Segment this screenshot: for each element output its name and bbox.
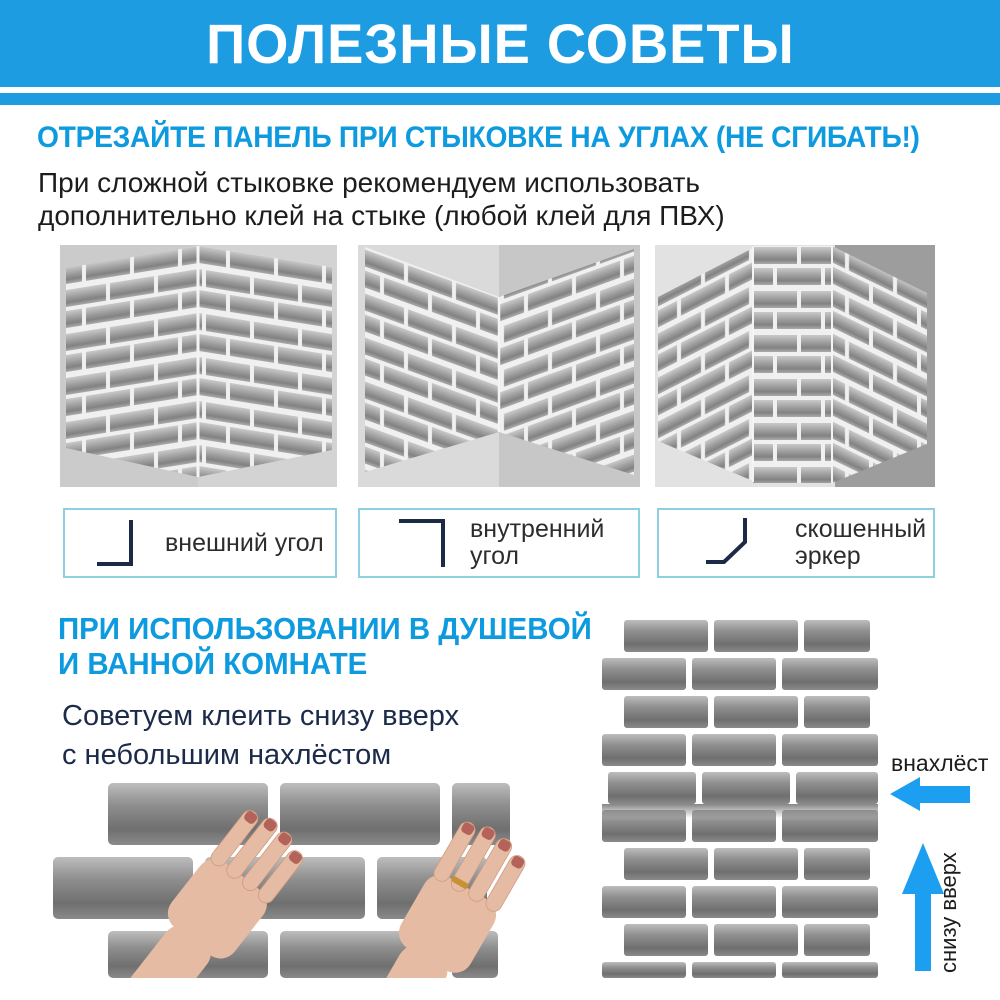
photo-beveled-bay-panel [655,245,935,487]
corner-type-box-bay [657,508,935,578]
photo-hands-applying-panel [53,783,563,978]
inner-corner-icon [394,515,448,571]
internal-corner-panel-image [358,245,640,487]
section2-body [62,697,459,775]
corner-type-label-external: внешний угол [165,528,324,557]
banner [0,0,1000,87]
section2-heading [58,611,592,681]
banner-title: ПОЛЕЗНЫЕ СОВЕТЫ [205,12,795,75]
section1-body [38,166,725,232]
photo-external-corner-panel [60,245,337,487]
external-corner-panel-image [60,245,337,487]
corner-type-label-bay: скошенный эркер [795,515,927,570]
direction-label: снизу вверх [936,852,961,973]
corner-type-label-internal: внутренний угол [470,515,605,570]
beveled-bay-icon [701,515,755,571]
arrow-left-icon [889,776,971,812]
section2-body-line2: с небольшим нахлёстом [62,739,392,771]
section2-heading-line1: ПРИ ИСПОЛЬЗОВАНИИ В ДУШЕВОЙ [58,611,592,646]
corner-type-box-external [63,508,337,578]
overlap-shadow [602,804,878,818]
photo-vertical-panel-overlap [602,620,887,978]
outer-corner-icon [91,515,145,571]
section2-body-line1: Советуем клеить снизу вверх [62,700,460,732]
overlap-label: внахлёст [891,750,989,776]
beveled-bay-panel-image [655,245,935,487]
section2-heading-line2: И ВАННОЙ КОМНАТЕ [58,646,368,681]
photo-internal-corner-panel [358,245,640,487]
section1-body-line2: дополнительно клей на стыке (любой клей для ПВХ) [38,200,725,231]
vertical-panel-image [602,620,887,978]
hands-panel-image [53,783,563,978]
section1-heading: ОТРЕЗАЙТЕ ПАНЕЛЬ ПРИ СТЫКОВКЕ НА УГЛАХ (НЕ СГИБАТЬ!) [37,121,920,154]
section1-body-line1: При сложной стыковке рекомендуем использовать [38,167,700,198]
banner-stripe [0,93,1000,105]
corner-type-box-internal [358,508,640,578]
